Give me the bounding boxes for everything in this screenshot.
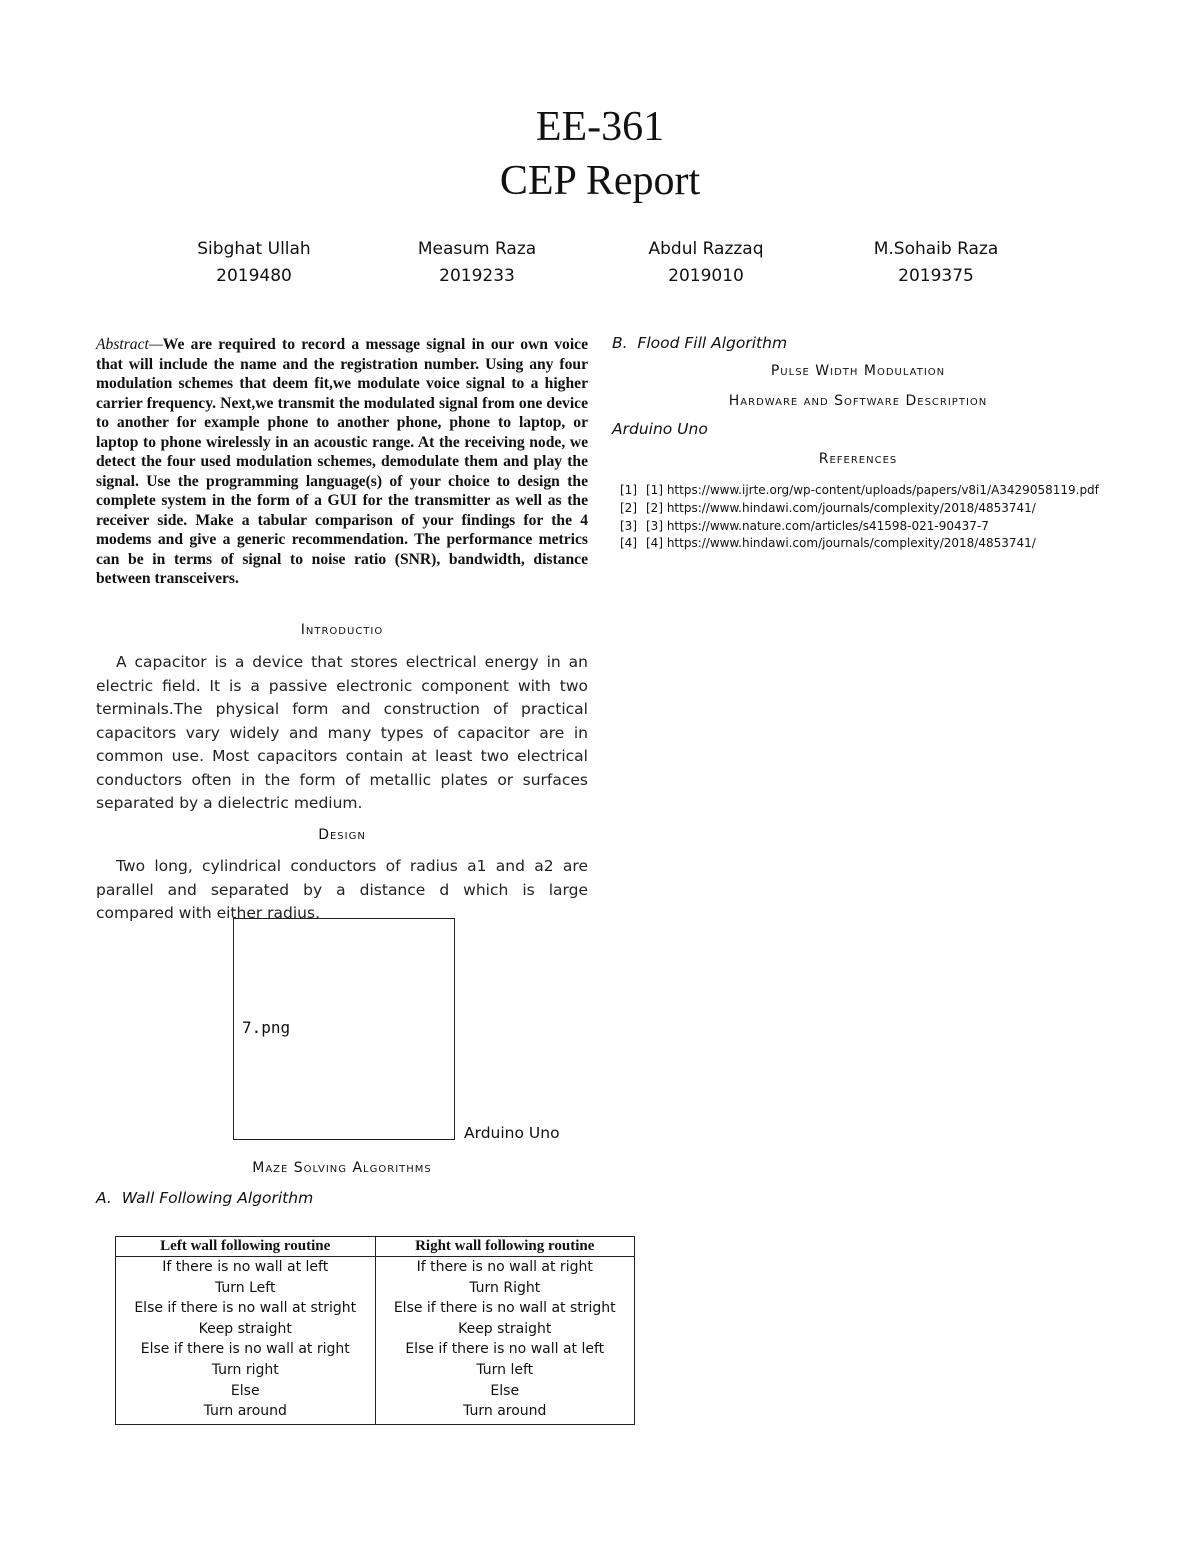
- reference-number: [4]: [620, 536, 637, 551]
- table-cell: If there is no wall at right: [375, 1257, 635, 1278]
- abstract-text: We are required to record a message signal in our own voice that will include the name and the registration number. Using any four modulation schemes that deem fit,we modulate voice signal to a higher carrier frequency. Next,we transmit the modulated signal from one device to another for example phone to another phone, phone to laptop, or laptop to phone wirelessly in an acoustic range. At the receiving node, we detect the four used modulation schemes, demodulate them and play the signal. Use the programming language(s) of your choice to design the complete system in the form of a GUI for the transmitter as well as the receiver side. Make a tabular comparison of your findings for the 4 modems and give a generic recommendation. The performance metrics can be in terms of signal to noise ratio (SNR), bandwidth, distance between transceivers.: [96, 336, 588, 587]
- author-id: 2019480: [216, 266, 292, 286]
- subsection-wall-following: [96, 1189, 313, 1207]
- abstract-label: Abstract: [96, 336, 149, 353]
- table-cell: If there is no wall at left: [116, 1257, 376, 1278]
- maze-heading: Maze Solving Algorithms: [252, 1160, 432, 1176]
- table-cell: Else: [116, 1381, 376, 1402]
- author-id: 2019375: [898, 266, 974, 286]
- reference-number: [2]: [620, 500, 637, 515]
- table-row: [116, 1401, 635, 1424]
- author-name: Measum Raza: [417, 239, 537, 259]
- author-name: Sibghat Ullah: [197, 239, 311, 259]
- design-heading: Design: [318, 827, 366, 843]
- author-id: 2019010: [668, 266, 744, 286]
- subsection-title: Flood Fill Algorithm: [637, 334, 788, 352]
- abstract: [96, 335, 588, 589]
- hardware-software-heading: Hardware and Software Description: [728, 393, 988, 409]
- table-header: Left wall following routine: [116, 1237, 376, 1257]
- introduction-heading: Introductio: [300, 622, 384, 638]
- reference-link[interactable]: [4] https://www.hindawi.com/journals/complexity/2018/4853741/: [646, 536, 1036, 551]
- table-cell: Turn right: [116, 1360, 376, 1381]
- table-cell: Turn around: [116, 1401, 376, 1424]
- table-cell: Keep straight: [116, 1319, 376, 1340]
- references-heading: References: [818, 451, 898, 467]
- table-cell: Turn Left: [116, 1278, 376, 1299]
- reference-item: [620, 518, 1160, 536]
- author-id: 2019233: [439, 266, 515, 286]
- table-cell: Else: [375, 1381, 635, 1402]
- report-title: CEP Report: [499, 158, 701, 204]
- author-name: Abdul Razzaq: [648, 239, 764, 259]
- table-header-row: [116, 1237, 635, 1257]
- author-block: [586, 236, 826, 290]
- design-text: Two long, cylindrical conductors of radius a1 and a2 are parallel and separated by a distance d which is large compared with either radius.: [96, 857, 588, 922]
- table-row: [116, 1339, 635, 1360]
- reference-item: [620, 535, 1160, 553]
- table-cell: Else if there is no wall at stright: [375, 1298, 635, 1319]
- table-cell: Else if there is no wall at stright: [116, 1298, 376, 1319]
- reference-link[interactable]: [3] https://www.nature.com/articles/s41598-021-90437-7: [646, 518, 989, 533]
- subsection-title: Wall Following Algorithm: [121, 1189, 314, 1207]
- table-cell: Turn around: [375, 1401, 635, 1424]
- reference-list: [620, 482, 1160, 553]
- author-block: [134, 236, 374, 290]
- table-row: [116, 1278, 635, 1299]
- course-code: EE-361: [535, 104, 665, 150]
- subsection-number: A.: [96, 1189, 112, 1207]
- table-cell: Keep straight: [375, 1319, 635, 1340]
- figure-filename: 7.png: [242, 1018, 291, 1037]
- reference-link[interactable]: [2] https://www.hindawi.com/journals/complexity/2018/4853741/: [646, 500, 1036, 515]
- table-row: [116, 1360, 635, 1381]
- reference-number: [1]: [620, 483, 637, 497]
- table-cell: Else if there is no wall at left: [375, 1339, 635, 1360]
- reference-number: [3]: [620, 518, 637, 533]
- reference-item: [620, 500, 1160, 518]
- arduino-subheading: Arduino Uno: [612, 420, 708, 438]
- table-cell: Turn left: [375, 1360, 635, 1381]
- table-row: [116, 1319, 635, 1340]
- subsection-flood-fill: [612, 334, 787, 352]
- reference-link[interactable]: [1] https://www.ijrte.org/wp-content/uploads/papers/v8i1/A3429058119.pdf: [646, 483, 1099, 497]
- abstract-dash: —: [148, 336, 163, 353]
- table-row: [116, 1381, 635, 1402]
- figure-caption: Arduino Uno: [464, 1124, 560, 1142]
- reference-item: [620, 482, 1160, 500]
- paper-title: [0, 100, 1200, 208]
- author-name: M.Sohaib Raza: [873, 239, 999, 259]
- table-header: Right wall following routine: [375, 1237, 635, 1257]
- wall-following-table: [115, 1236, 635, 1425]
- table-cell: Else if there is no wall at right: [116, 1339, 376, 1360]
- table-row: [116, 1298, 635, 1319]
- pwm-heading: Pulse Width Modulation: [770, 363, 946, 379]
- subsection-number: B.: [612, 334, 628, 352]
- author-block: [816, 236, 1056, 290]
- table-row: [116, 1257, 635, 1278]
- table-cell: Turn Right: [375, 1278, 635, 1299]
- author-block: [357, 236, 597, 290]
- introduction-text: A capacitor is a device that stores electrical energy in an electric field. It is a passive electronic component with two terminals.The physical form and construction of practical capacitors vary widely and many types of capacitor are in common use. Most capacitors contain at least two electrical conductors often in the form of metallic plates or surfaces separated by a dielectric medium.: [96, 653, 588, 812]
